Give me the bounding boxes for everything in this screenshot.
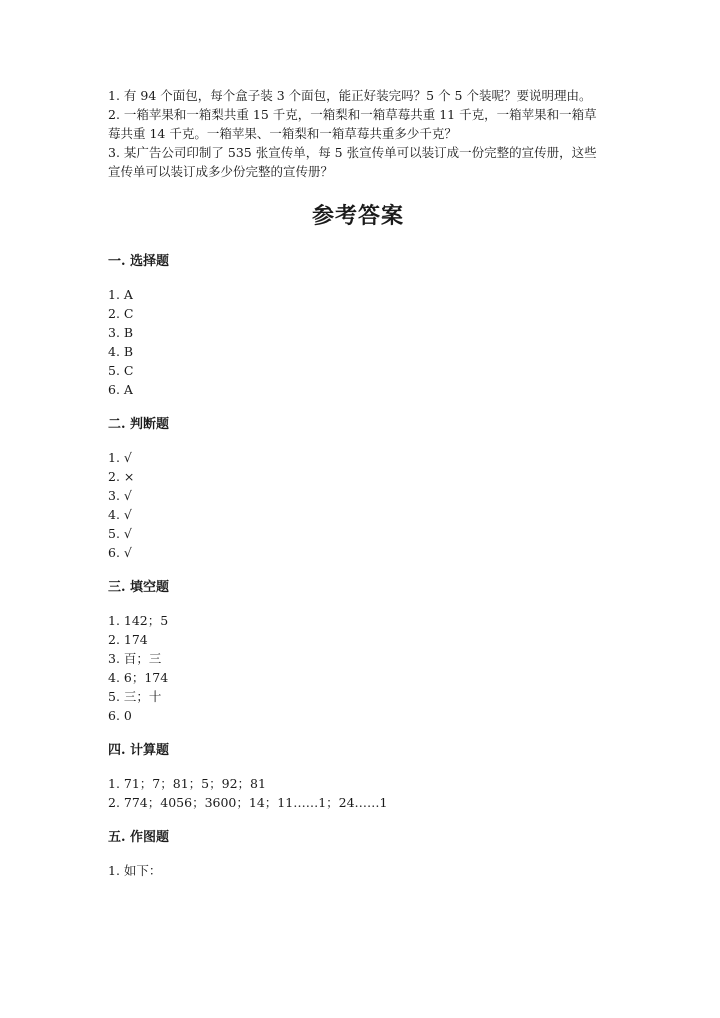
section-heading: 一. 选择题 — [108, 254, 170, 269]
answer-item: 3. B — [108, 325, 134, 340]
answer-item: 2. 174 — [108, 632, 148, 647]
answer-item: 6. √ — [108, 545, 132, 560]
answer-list — [108, 861, 608, 880]
problem-list — [108, 86, 608, 181]
answer-item: 2. × — [108, 469, 135, 484]
answer-item: 2. 774；4056；3600；14；11……1；24……1 — [108, 795, 388, 810]
answer-item: 1. 71；7；81；5；92；81 — [108, 776, 266, 791]
answer-item: 1. √ — [108, 450, 132, 465]
answer-item: 4. √ — [108, 507, 132, 522]
section-heading: 四. 计算题 — [108, 743, 170, 758]
section-heading: 五. 作图题 — [108, 830, 170, 845]
answer-item: 4. B — [108, 344, 134, 359]
section-heading: 三. 填空题 — [108, 580, 170, 595]
section-heading: 二. 判断题 — [108, 417, 170, 432]
answer-list — [108, 611, 608, 725]
section-choice — [108, 250, 608, 399]
problem-item: 2. 一箱苹果和一箱梨共重 15 千克，一箱梨和一箱草莓共重 11 千克，一箱苹果和一箱草莓共重 14 千克。一箱苹果、一箱梨和一箱草莓共重多少千克？ — [108, 107, 597, 141]
answer-item: 1. A — [108, 287, 133, 302]
section-judgment — [108, 413, 608, 562]
problem-item: 3. 某广告公司印制了 535 张宣传单，每 5 张宣传单可以装订成一份完整的宣传册，这些宣传单可以装订成多少份完整的宣传册？ — [108, 145, 597, 179]
answer-item: 2. C — [108, 306, 134, 321]
answer-title: 参考答案 — [311, 203, 404, 229]
section-calculation — [108, 739, 608, 812]
answer-list — [108, 285, 608, 399]
answer-list — [108, 774, 608, 812]
answer-item: 3. 百；三 — [108, 651, 162, 666]
answer-item: 5. 三；十 — [108, 689, 162, 704]
answer-item: 6. 0 — [108, 708, 132, 723]
answer-list — [108, 448, 608, 562]
section-drawing — [108, 826, 608, 880]
section-fill-blank — [108, 576, 608, 725]
answer-item: 1. 如下： — [108, 863, 162, 878]
answer-item: 5. C — [108, 363, 134, 378]
answer-item: 3. √ — [108, 488, 132, 503]
answer-item: 5. √ — [108, 526, 132, 541]
answer-item: 6. A — [108, 382, 133, 397]
document-page — [108, 86, 608, 894]
problem-item: 1. 有 94 个面包，每个盒子装 3 个面包，能正好装完吗？5 个 5 个装呢？要说明理由。 — [108, 88, 592, 103]
answer-item: 1. 142；5 — [108, 613, 169, 628]
answer-item: 4. 6；174 — [108, 670, 169, 685]
